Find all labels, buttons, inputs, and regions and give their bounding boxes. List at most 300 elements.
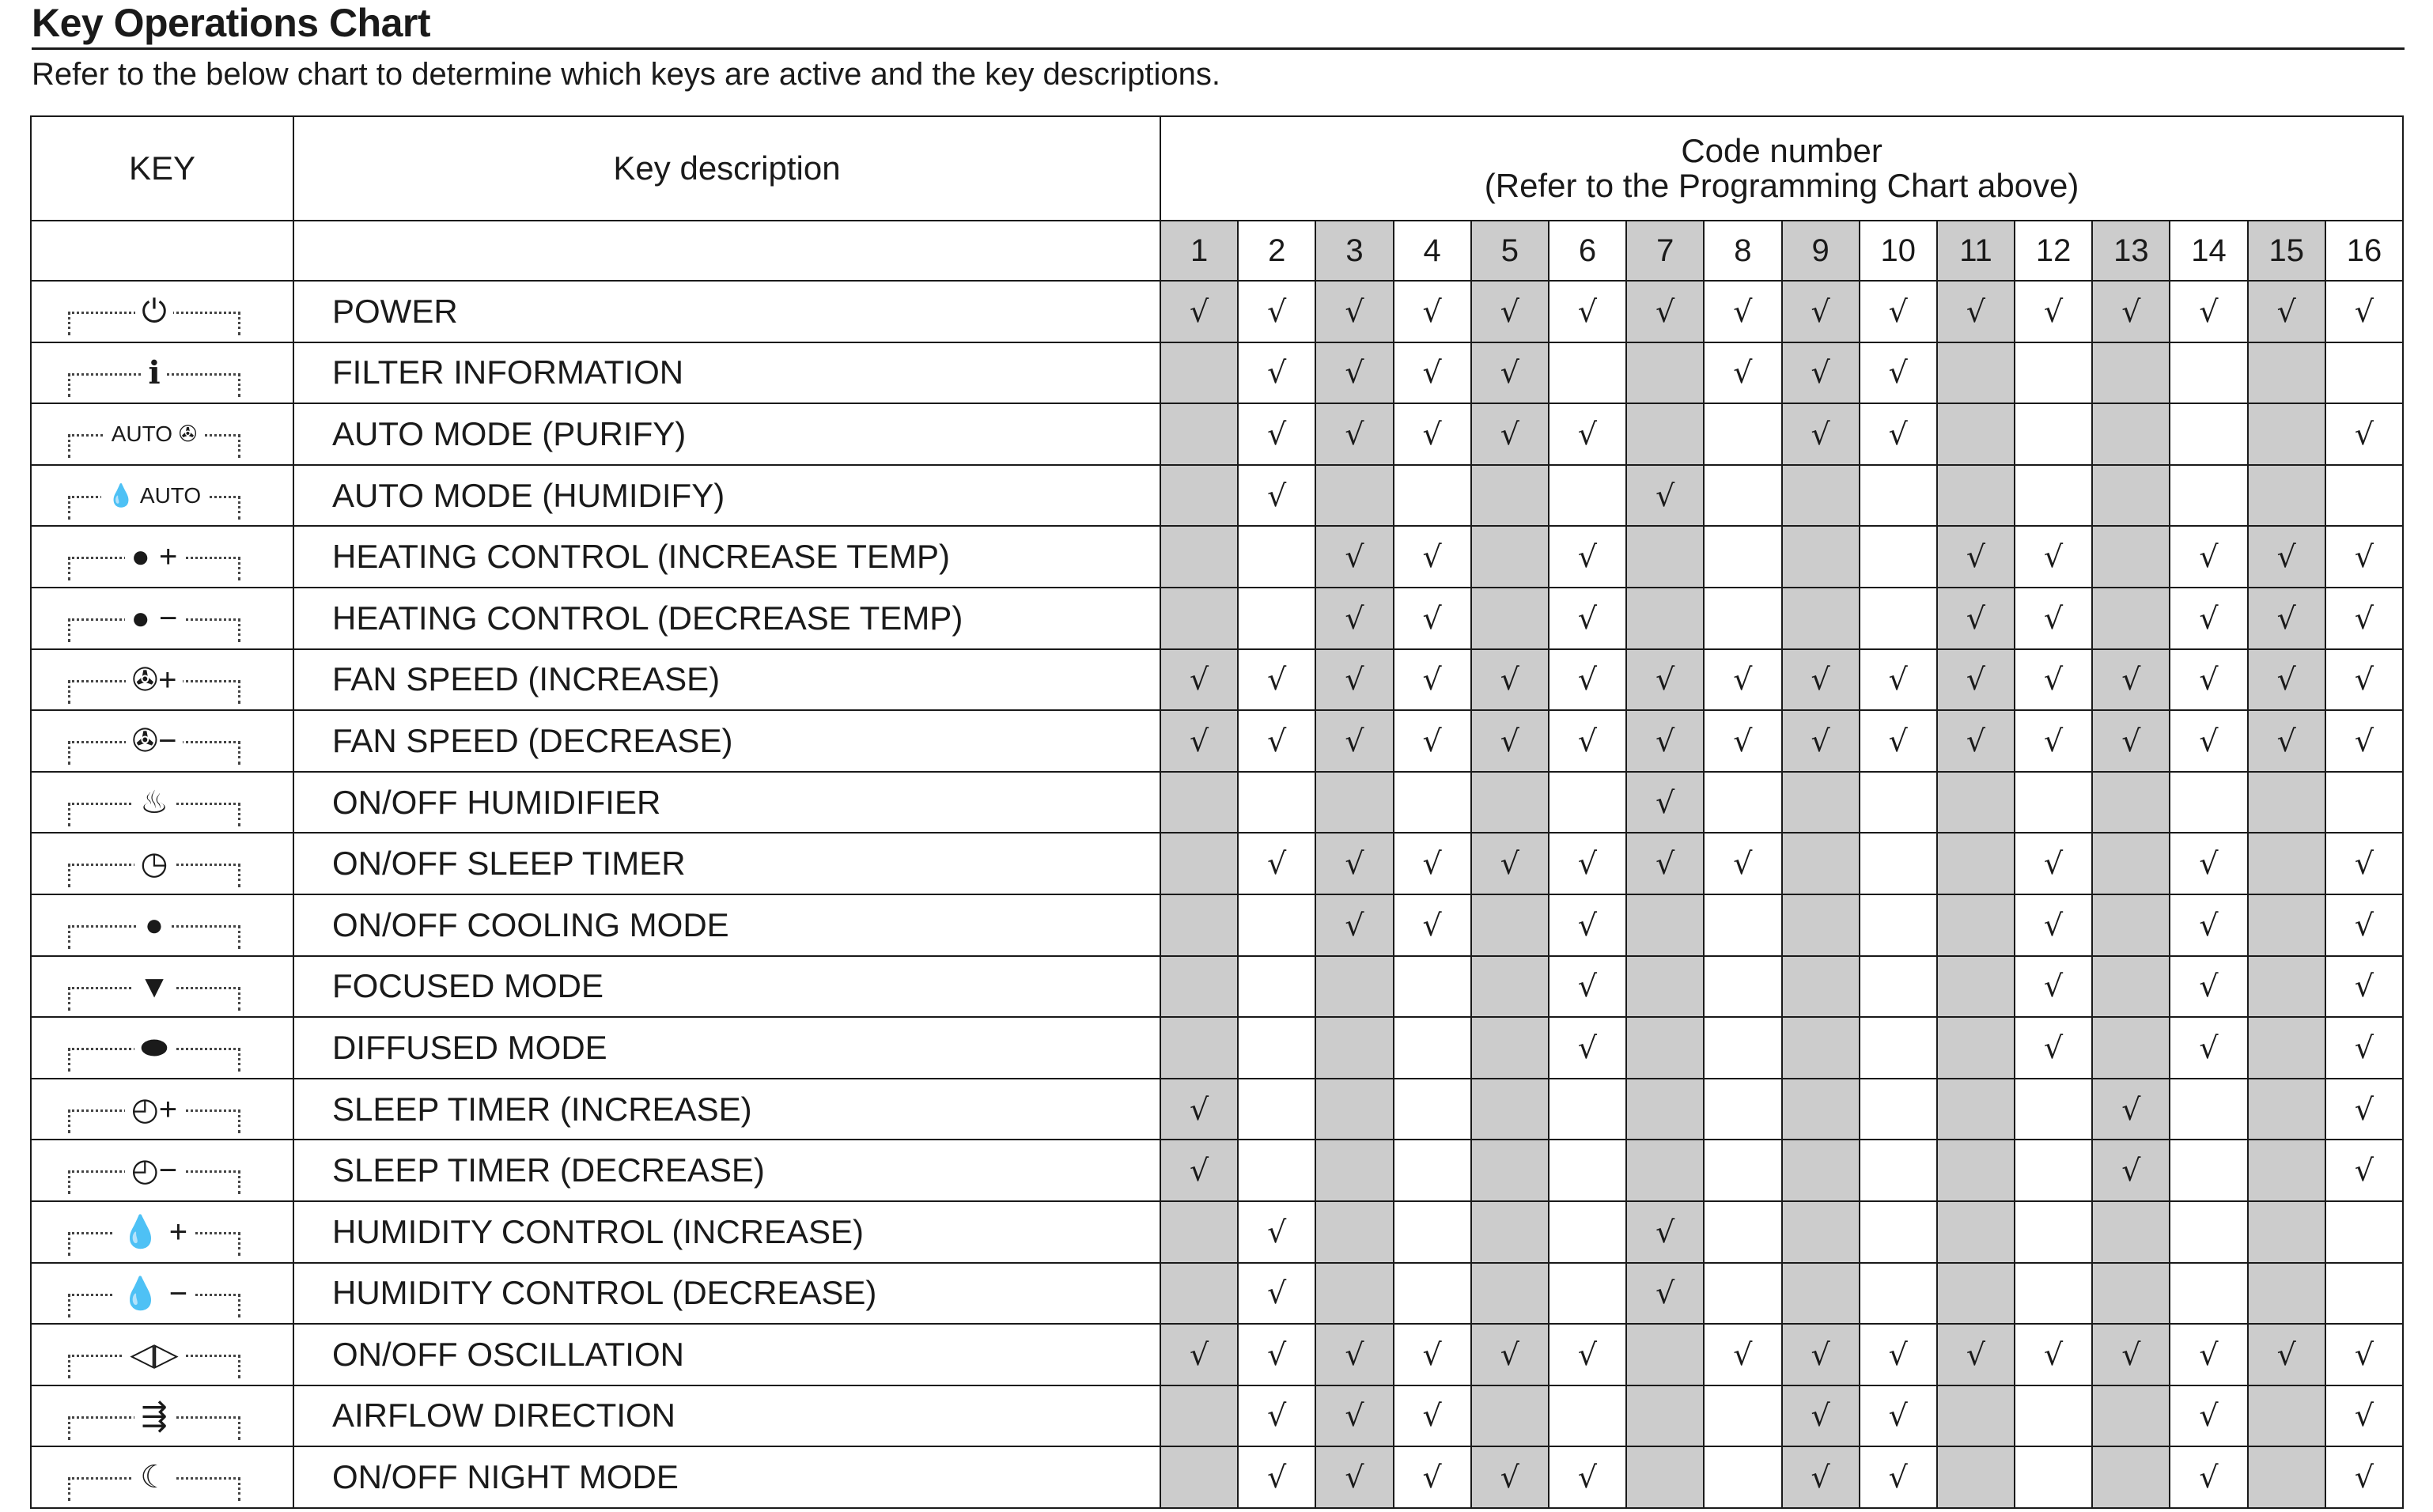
check-mark: √ <box>1500 355 1519 391</box>
code-cell <box>1782 465 1860 527</box>
code-cell <box>1394 1201 1471 1263</box>
code-cell <box>1704 1201 1781 1263</box>
check-mark: √ <box>1888 723 1908 758</box>
check-mark: √ <box>1811 416 1830 452</box>
code-cell <box>1860 772 1937 833</box>
check-mark: √ <box>1500 846 1519 882</box>
code-cell <box>1315 772 1393 833</box>
table-row <box>31 710 2403 772</box>
code-cell <box>1238 710 1315 772</box>
code-number-header: 5 <box>1471 221 1549 281</box>
key-cell <box>31 1385 293 1447</box>
code-cell <box>1160 281 1238 342</box>
code-cell <box>1860 465 1937 527</box>
code-cell <box>1238 956 1315 1018</box>
code-number-header: 16 <box>2325 221 2403 281</box>
code-cell <box>1471 465 1549 527</box>
code-cell <box>1937 1201 2015 1263</box>
code-cell <box>1238 1017 1315 1079</box>
code-cell <box>1238 281 1315 342</box>
code-cell <box>1471 1263 1549 1325</box>
code-cell <box>1471 342 1549 404</box>
check-mark: √ <box>1267 1214 1287 1249</box>
check-mark: √ <box>1733 723 1753 758</box>
check-mark: √ <box>1422 907 1442 943</box>
check-mark: √ <box>2199 1460 2219 1495</box>
code-cell <box>1160 772 1238 833</box>
code-cell <box>1626 649 1704 711</box>
code-cell <box>1626 772 1704 833</box>
code-cell <box>1160 894 1238 956</box>
key-cell <box>31 1201 293 1263</box>
code-cell <box>1471 403 1549 465</box>
check-mark: √ <box>2044 1030 2064 1065</box>
check-mark: √ <box>1345 1336 1364 1372</box>
drop-plus-icon: 💧 + <box>115 1215 194 1249</box>
check-mark: √ <box>2276 723 2296 758</box>
code-cell <box>1860 588 1937 649</box>
check-mark: √ <box>1189 1336 1209 1372</box>
code-cell <box>2170 1140 2247 1201</box>
code-cell <box>1626 403 1704 465</box>
code-cell <box>1860 1446 1937 1508</box>
moon-icon: ☾ <box>134 1460 175 1495</box>
table-row <box>31 342 2403 404</box>
check-mark: √ <box>2199 1030 2219 1065</box>
check-mark: √ <box>1733 846 1753 882</box>
check-mark: √ <box>2044 907 2064 943</box>
code-cell <box>1160 833 1238 894</box>
check-mark: √ <box>1577 1460 1598 1495</box>
code-cell <box>1860 1324 1937 1385</box>
code-cell <box>2325 1201 2403 1263</box>
check-mark: √ <box>1577 1336 1598 1372</box>
check-mark: √ <box>2044 539 2064 575</box>
header-key: KEY <box>31 116 293 221</box>
code-cell <box>1626 1201 1704 1263</box>
code-cell <box>2092 342 2170 404</box>
code-cell <box>1394 1446 1471 1508</box>
key-description: SLEEP TIMER (DECREASE) <box>293 1140 1160 1201</box>
code-cell <box>1238 833 1315 894</box>
check-mark: √ <box>1345 355 1364 391</box>
check-mark: √ <box>1345 846 1364 882</box>
code-cell <box>1937 833 2015 894</box>
code-cell <box>1315 894 1393 956</box>
code-cell <box>1704 1385 1781 1447</box>
code-cell <box>1860 1140 1937 1201</box>
header-code-number <box>1160 116 2403 221</box>
code-cell <box>1937 1017 2015 1079</box>
code-cell <box>1626 956 1704 1018</box>
key-description: SLEEP TIMER (INCREASE) <box>293 1079 1160 1140</box>
check-mark: √ <box>2121 293 2141 329</box>
key-description: AUTO MODE (HUMIDIFY) <box>293 465 1160 527</box>
code-cell <box>2092 403 2170 465</box>
code-number-header: 15 <box>2248 221 2325 281</box>
header-description: Key description <box>293 116 1160 221</box>
code-cell <box>1238 1324 1315 1385</box>
table-row <box>31 1140 2403 1201</box>
code-cell <box>1860 1385 1937 1447</box>
code-cell <box>1471 526 1549 588</box>
check-mark: √ <box>2354 907 2374 943</box>
code-cell <box>1626 588 1704 649</box>
code-cell <box>1626 1446 1704 1508</box>
code-cell <box>2015 1446 2092 1508</box>
code-cell <box>1549 833 1626 894</box>
code-cell <box>1937 772 2015 833</box>
check-mark: √ <box>1733 662 1753 697</box>
code-cell <box>1160 649 1238 711</box>
sleep-timer-icon: ◷ <box>134 846 175 881</box>
header-key-blank <box>31 221 293 281</box>
code-cell <box>1704 1324 1781 1385</box>
check-mark: √ <box>1422 600 1442 636</box>
key-cell <box>31 956 293 1018</box>
code-cell <box>1626 1140 1704 1201</box>
check-mark: √ <box>2199 846 2219 882</box>
code-cell <box>1782 1385 1860 1447</box>
key-operations-table <box>30 115 2404 1509</box>
check-mark: √ <box>2354 1460 2374 1495</box>
code-cell <box>1782 342 1860 404</box>
key-cell <box>31 1079 293 1140</box>
check-mark: √ <box>1655 662 1675 697</box>
code-cell <box>1471 710 1549 772</box>
check-mark: √ <box>1345 600 1364 636</box>
code-cell <box>1860 1201 1937 1263</box>
check-mark: √ <box>1888 662 1908 697</box>
dot-icon: ● <box>138 908 170 943</box>
check-mark: √ <box>1811 293 1830 329</box>
check-mark: √ <box>1345 662 1364 697</box>
key-cell <box>31 894 293 956</box>
code-cell <box>1782 526 1860 588</box>
code-cell <box>2092 956 2170 1018</box>
code-cell <box>1937 649 2015 711</box>
check-mark: √ <box>1267 355 1287 391</box>
code-cell <box>2170 1385 2247 1447</box>
check-mark: √ <box>2121 723 2141 758</box>
check-mark: √ <box>1577 662 1598 697</box>
code-cell <box>2248 1446 2325 1508</box>
code-cell <box>1160 1446 1238 1508</box>
check-mark: √ <box>2044 723 2064 758</box>
check-mark: √ <box>2199 662 2219 697</box>
code-cell <box>2170 526 2247 588</box>
code-cell <box>2325 1079 2403 1140</box>
key-description: AIRFLOW DIRECTION <box>293 1385 1160 1447</box>
code-cell <box>1160 710 1238 772</box>
check-mark: √ <box>1267 1276 1287 1311</box>
check-mark: √ <box>1267 416 1287 452</box>
code-cell <box>1394 649 1471 711</box>
code-cell <box>1549 649 1626 711</box>
code-cell <box>1626 1263 1704 1325</box>
table-row <box>31 1446 2403 1508</box>
check-mark: √ <box>1733 293 1753 329</box>
code-cell <box>1471 772 1549 833</box>
key-description: ON/OFF OSCILLATION <box>293 1324 1160 1385</box>
code-cell <box>1160 1263 1238 1325</box>
check-mark: √ <box>2276 293 2296 329</box>
code-cell <box>1782 1140 1860 1201</box>
code-cell <box>1471 1079 1549 1140</box>
check-mark: √ <box>2199 1336 2219 1372</box>
check-mark: √ <box>1811 1336 1830 1372</box>
check-mark: √ <box>1888 1460 1908 1495</box>
check-mark: √ <box>1655 478 1675 513</box>
key-cell <box>31 1324 293 1385</box>
check-mark: √ <box>1577 416 1598 452</box>
code-cell <box>1626 342 1704 404</box>
code-number-header: 8 <box>1704 221 1781 281</box>
code-cell <box>1315 588 1393 649</box>
check-mark: √ <box>1422 539 1442 575</box>
check-mark: √ <box>1500 1460 1519 1495</box>
humidifier-icon: ♨ <box>134 785 175 820</box>
code-cell <box>1315 1079 1393 1140</box>
check-mark: √ <box>2354 293 2374 329</box>
check-mark: √ <box>1811 1398 1830 1434</box>
check-mark: √ <box>1345 723 1364 758</box>
code-cell <box>2248 956 2325 1018</box>
key-description: ON/OFF HUMIDIFIER <box>293 772 1160 833</box>
code-cell <box>1549 526 1626 588</box>
key-cell <box>31 1140 293 1201</box>
key-description: HUMIDITY CONTROL (INCREASE) <box>293 1201 1160 1263</box>
code-cell <box>1782 281 1860 342</box>
code-cell <box>1315 649 1393 711</box>
check-mark: √ <box>1422 1398 1442 1434</box>
code-cell <box>1937 956 2015 1018</box>
timer-minus-icon: ◴− <box>125 1153 184 1188</box>
check-mark: √ <box>1733 1336 1753 1372</box>
code-cell <box>2015 342 2092 404</box>
code-cell <box>2015 281 2092 342</box>
check-mark: √ <box>1422 293 1442 329</box>
code-number-header: 13 <box>2092 221 2170 281</box>
check-mark: √ <box>2354 723 2374 758</box>
code-cell <box>1394 1017 1471 1079</box>
table-row <box>31 649 2403 711</box>
code-cell <box>2015 403 2092 465</box>
check-mark: √ <box>2199 723 2219 758</box>
code-cell <box>1860 956 1937 1018</box>
code-cell <box>2325 1140 2403 1201</box>
code-cell <box>1937 1385 2015 1447</box>
code-cell <box>2325 956 2403 1018</box>
code-cell <box>1160 526 1238 588</box>
code-cell <box>1471 1324 1549 1385</box>
check-mark: √ <box>2044 293 2064 329</box>
key-description: AUTO MODE (PURIFY) <box>293 403 1160 465</box>
code-cell <box>1549 588 1626 649</box>
table-row <box>31 833 2403 894</box>
code-cell <box>2092 1017 2170 1079</box>
code-cell <box>1549 894 1626 956</box>
code-cell <box>2325 1017 2403 1079</box>
code-cell <box>1238 1201 1315 1263</box>
key-description: FOCUSED MODE <box>293 956 1160 1018</box>
code-cell <box>2170 710 2247 772</box>
code-cell <box>1704 1446 1781 1508</box>
check-mark: √ <box>1966 293 1986 329</box>
code-number-header: 2 <box>1238 221 1315 281</box>
check-mark: √ <box>2276 1336 2296 1372</box>
key-description: ON/OFF SLEEP TIMER <box>293 833 1160 894</box>
code-cell <box>1160 1140 1238 1201</box>
key-cell <box>31 342 293 404</box>
check-mark: √ <box>1422 1460 1442 1495</box>
oscillation-icon: ◁▷ <box>123 1337 185 1372</box>
check-mark: √ <box>1345 907 1364 943</box>
check-mark: √ <box>1655 1214 1675 1249</box>
check-mark: √ <box>1422 355 1442 391</box>
code-cell <box>2015 526 2092 588</box>
code-cell <box>2092 1263 2170 1325</box>
code-cell <box>1238 342 1315 404</box>
code-cell <box>1860 710 1937 772</box>
code-cell <box>1394 403 1471 465</box>
code-cell <box>1315 1201 1393 1263</box>
code-cell <box>1626 281 1704 342</box>
code-cell <box>1315 1324 1393 1385</box>
code-cell <box>2248 281 2325 342</box>
code-cell <box>2248 1263 2325 1325</box>
check-mark: √ <box>1577 846 1598 882</box>
code-cell <box>1782 956 1860 1018</box>
code-cell <box>2248 342 2325 404</box>
code-cell <box>2248 1017 2325 1079</box>
code-cell <box>2248 1201 2325 1263</box>
check-mark: √ <box>1966 1336 1986 1372</box>
table-row <box>31 526 2403 588</box>
check-mark: √ <box>1577 969 1598 1004</box>
code-cell <box>1315 526 1393 588</box>
code-cell <box>1238 1446 1315 1508</box>
code-cell <box>1860 526 1937 588</box>
code-cell <box>2248 1079 2325 1140</box>
code-cell <box>2248 526 2325 588</box>
code-cell <box>2248 649 2325 711</box>
code-cell <box>1937 281 2015 342</box>
code-cell <box>1315 1385 1393 1447</box>
key-cell <box>31 710 293 772</box>
check-mark: √ <box>1500 293 1519 329</box>
check-mark: √ <box>1189 662 1209 697</box>
check-mark: √ <box>2121 1153 2141 1189</box>
code-cell <box>2092 772 2170 833</box>
code-cell <box>1238 894 1315 956</box>
check-mark: √ <box>2354 1336 2374 1372</box>
code-cell <box>2170 342 2247 404</box>
key-cell <box>31 465 293 527</box>
code-cell <box>1937 1446 2015 1508</box>
key-cell <box>31 526 293 588</box>
code-cell <box>1238 1079 1315 1140</box>
code-cell <box>1937 1263 2015 1325</box>
code-cell <box>1315 1263 1393 1325</box>
code-number-header: 1 <box>1160 221 1238 281</box>
title-rule <box>32 47 2405 50</box>
check-mark: √ <box>2044 969 2064 1004</box>
code-cell <box>2248 772 2325 833</box>
code-number-header: 14 <box>2170 221 2247 281</box>
code-cell <box>1315 281 1393 342</box>
check-mark: √ <box>2044 1336 2064 1372</box>
code-cell <box>1782 1079 1860 1140</box>
code-cell <box>1394 1385 1471 1447</box>
page-subtitle: Refer to the below chart to determine which keys are active and the key descriptions. <box>32 57 1220 92</box>
code-cell <box>2170 956 2247 1018</box>
code-cell <box>2325 710 2403 772</box>
page-title: Key Operations Chart <box>32 1 431 45</box>
code-cell <box>1549 710 1626 772</box>
code-cell <box>2015 649 2092 711</box>
code-cell <box>1704 894 1781 956</box>
code-cell <box>1704 833 1781 894</box>
code-cell <box>2325 1385 2403 1447</box>
code-cell <box>1394 894 1471 956</box>
check-mark: √ <box>1189 723 1209 758</box>
code-cell <box>1782 833 1860 894</box>
code-cell <box>2092 1385 2170 1447</box>
check-mark: √ <box>2276 662 2296 697</box>
check-mark: √ <box>2199 293 2219 329</box>
table-row <box>31 1079 2403 1140</box>
code-cell <box>1782 1446 1860 1508</box>
code-cell <box>2092 1140 2170 1201</box>
code-cell <box>2325 342 2403 404</box>
code-cell <box>1238 649 1315 711</box>
code-cell <box>2248 710 2325 772</box>
check-mark: √ <box>2121 1091 2141 1127</box>
check-mark: √ <box>1655 846 1675 882</box>
table-row <box>31 1324 2403 1385</box>
code-cell <box>2170 465 2247 527</box>
code-cell <box>2170 1017 2247 1079</box>
key-description: ON/OFF NIGHT MODE <box>293 1446 1160 1508</box>
check-mark: √ <box>1500 723 1519 758</box>
code-cell <box>2170 772 2247 833</box>
key-description: FAN SPEED (DECREASE) <box>293 710 1160 772</box>
check-mark: √ <box>1811 662 1830 697</box>
code-number-header: 4 <box>1394 221 1471 281</box>
key-cell <box>31 1446 293 1508</box>
key-description: FAN SPEED (INCREASE) <box>293 649 1160 711</box>
code-cell <box>2092 1201 2170 1263</box>
code-cell <box>1937 526 2015 588</box>
timer-plus-icon: ◴+ <box>125 1092 184 1127</box>
code-cell <box>2325 281 2403 342</box>
code-cell <box>1860 1079 1937 1140</box>
code-cell <box>1860 1263 1937 1325</box>
check-mark: √ <box>1345 293 1364 329</box>
code-cell <box>2170 281 2247 342</box>
code-cell <box>2092 894 2170 956</box>
code-cell <box>2092 1079 2170 1140</box>
check-mark: √ <box>2354 539 2374 575</box>
check-mark: √ <box>1422 723 1442 758</box>
check-mark: √ <box>1422 662 1442 697</box>
code-cell <box>2170 894 2247 956</box>
code-cell <box>2092 465 2170 527</box>
code-cell <box>2248 1324 2325 1385</box>
key-description: HUMIDITY CONTROL (DECREASE) <box>293 1263 1160 1325</box>
check-mark: √ <box>1189 1091 1209 1127</box>
